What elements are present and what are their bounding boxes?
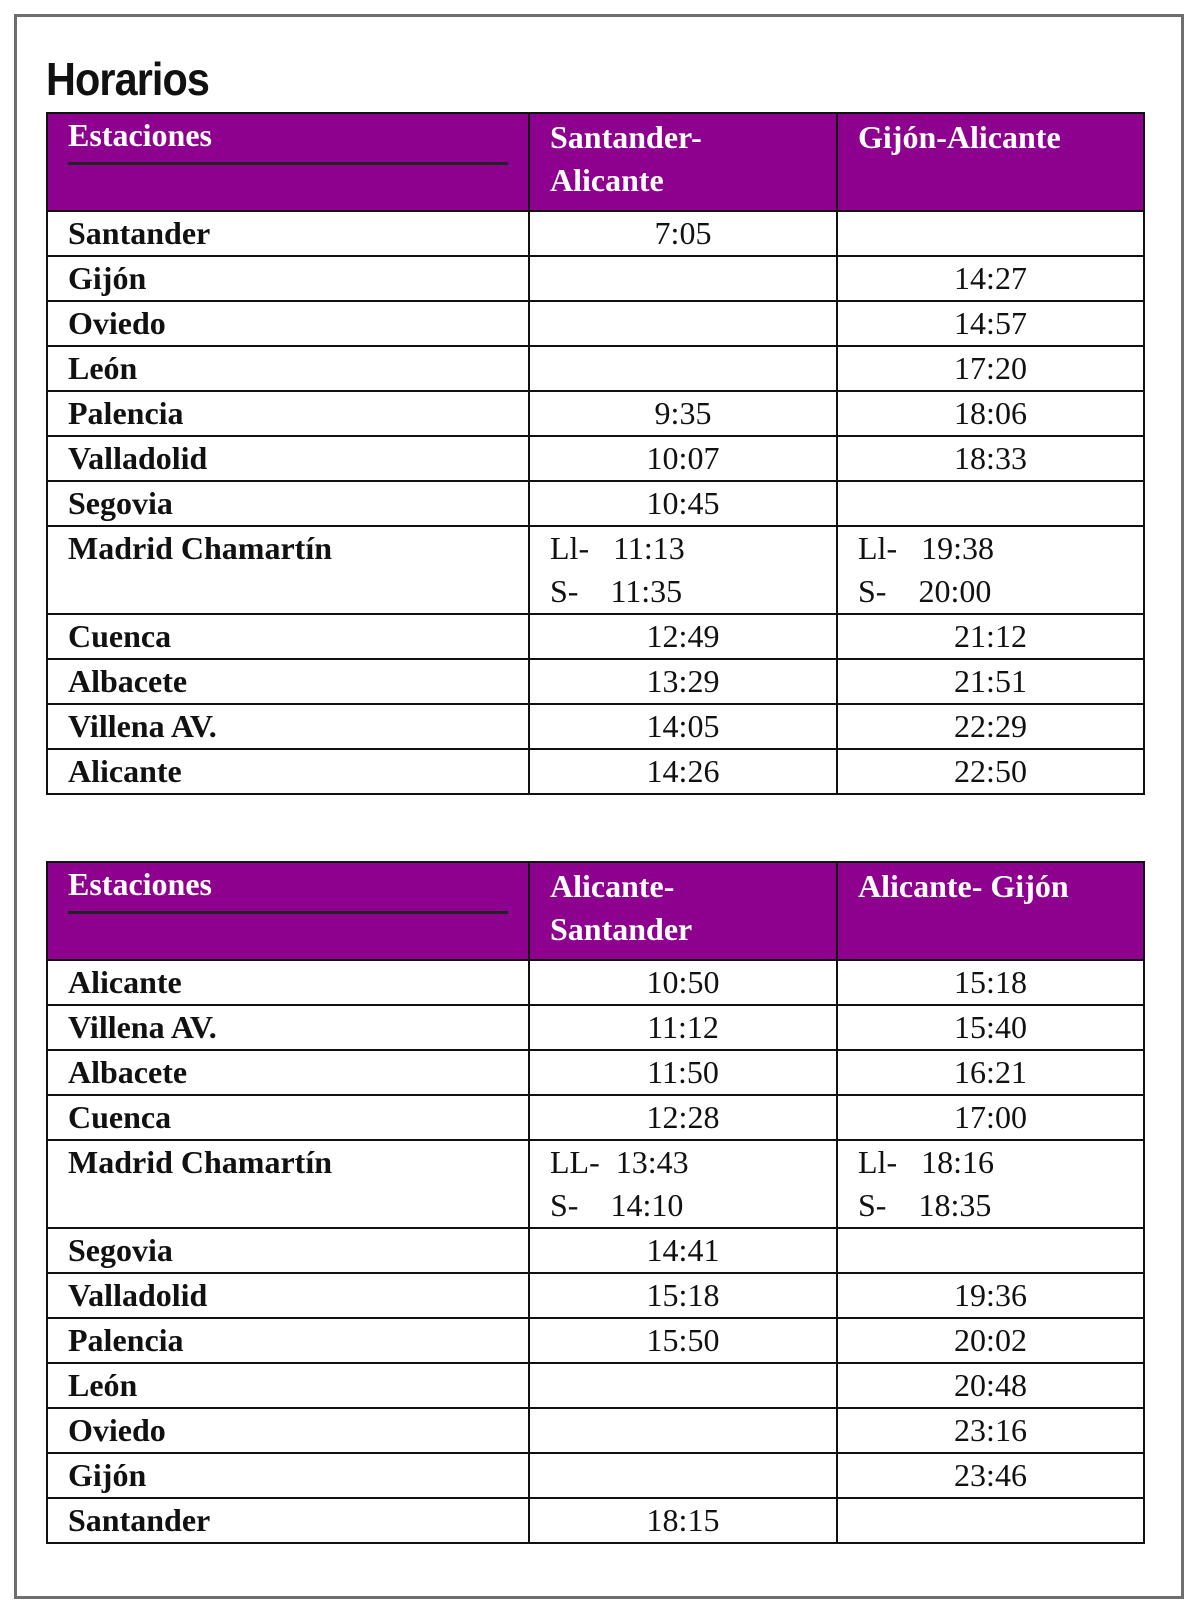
departure-time-cell: 18:15: [529, 1498, 837, 1543]
departure-time-cell: [529, 526, 837, 614]
departure-time-cell: 14:27: [837, 256, 1144, 301]
table-row: [47, 526, 1144, 614]
departure-time-cell: [529, 256, 837, 301]
departure-time-cell: 14:41: [529, 1228, 837, 1273]
departure-time-cell: 19:36: [837, 1273, 1144, 1318]
departure-time-cell: 20:48: [837, 1363, 1144, 1408]
station-name-cell: Villena AV.: [47, 704, 529, 749]
departure-time-cell: 9:35: [529, 391, 837, 436]
route-column-header: Alicante- Gijón: [837, 862, 1144, 960]
departure-time-cell: 12:49: [529, 614, 837, 659]
split-times: Ll- 18:16 S- 18:35: [858, 1144, 994, 1223]
table-row: [47, 659, 1144, 704]
departure-time-cell: [837, 211, 1144, 256]
split-times: Ll- 19:38 S- 20:00: [858, 530, 994, 609]
station-name-cell: Valladolid: [47, 436, 529, 481]
table-row: [47, 1140, 1144, 1228]
table-row: [47, 211, 1144, 256]
departure-time-cell: 7:05: [529, 211, 837, 256]
table-header-row: [47, 862, 1144, 960]
departure-time-cell: 10:07: [529, 436, 837, 481]
header-divider-line: [68, 911, 508, 914]
table-row: [47, 1005, 1144, 1050]
departure-time-cell: 14:57: [837, 301, 1144, 346]
station-name-cell: Oviedo: [47, 1408, 529, 1453]
stations-column-header: Estaciones: [47, 862, 529, 960]
departure-time-cell: 18:33: [837, 436, 1144, 481]
departure-time-cell: [837, 1140, 1144, 1228]
departure-time-cell: 17:20: [837, 346, 1144, 391]
table-row: [47, 391, 1144, 436]
route-column-header: Alicante- Santander: [529, 862, 837, 960]
table-row: [47, 1318, 1144, 1363]
departure-time-cell: 10:45: [529, 481, 837, 526]
departure-time-cell: [529, 1363, 837, 1408]
departure-time-cell: 22:29: [837, 704, 1144, 749]
table-row: [47, 749, 1144, 794]
station-name-cell: León: [47, 346, 529, 391]
station-name-cell: Alicante: [47, 960, 529, 1005]
table-row: [47, 301, 1144, 346]
station-name-cell: Palencia: [47, 391, 529, 436]
departure-time-cell: 23:46: [837, 1453, 1144, 1498]
table-row: [47, 614, 1144, 659]
table-row: [47, 1273, 1144, 1318]
schedule-body: [47, 211, 1144, 794]
station-name-cell: Villena AV.: [47, 1005, 529, 1050]
departure-time-cell: [529, 1453, 837, 1498]
schedule-table-return: [46, 861, 1145, 1544]
departure-time-cell: 14:26: [529, 749, 837, 794]
departure-time-cell: 10:50: [529, 960, 837, 1005]
station-name-cell: Madrid Chamartín: [47, 526, 529, 614]
departure-time-cell: [837, 1228, 1144, 1273]
table-row: [47, 1498, 1144, 1543]
departure-time-cell: 11:12: [529, 1005, 837, 1050]
departure-time-cell: 15:18: [529, 1273, 837, 1318]
table-row: [47, 481, 1144, 526]
departure-time-cell: 20:02: [837, 1318, 1144, 1363]
departure-time-cell: [529, 1140, 837, 1228]
departure-time-cell: 13:29: [529, 659, 837, 704]
departure-time-cell: [529, 346, 837, 391]
departure-time-cell: 21:51: [837, 659, 1144, 704]
station-name-cell: Santander: [47, 1498, 529, 1543]
station-name-cell: Gijón: [47, 1453, 529, 1498]
station-name-cell: Palencia: [47, 1318, 529, 1363]
departure-time-cell: 23:16: [837, 1408, 1144, 1453]
table-row: [47, 1453, 1144, 1498]
table-row: [47, 1363, 1144, 1408]
departure-time-cell: [837, 481, 1144, 526]
station-name-cell: Segovia: [47, 481, 529, 526]
route-column-header: Gijón-Alicante: [837, 113, 1144, 211]
departure-time-cell: 15:40: [837, 1005, 1144, 1050]
route-column-header: Santander- Alicante: [529, 113, 837, 211]
departure-time-cell: 14:05: [529, 704, 837, 749]
departure-time-cell: [837, 1498, 1144, 1543]
table-row: [47, 346, 1144, 391]
table-row: [47, 436, 1144, 481]
station-name-cell: Segovia: [47, 1228, 529, 1273]
station-name-cell: Alicante: [47, 749, 529, 794]
table-row: [47, 960, 1144, 1005]
departure-time-cell: 15:50: [529, 1318, 837, 1363]
table-row: [47, 1228, 1144, 1273]
departure-time-cell: [837, 526, 1144, 614]
departure-time-cell: 22:50: [837, 749, 1144, 794]
station-name-cell: Oviedo: [47, 301, 529, 346]
station-name-cell: Madrid Chamartín: [47, 1140, 529, 1228]
station-name-cell: Albacete: [47, 1050, 529, 1095]
station-name-cell: Cuenca: [47, 614, 529, 659]
table-header-row: [47, 113, 1144, 211]
departure-time-cell: [529, 301, 837, 346]
stations-column-header: Estaciones: [47, 113, 529, 211]
departure-time-cell: 17:00: [837, 1095, 1144, 1140]
header-divider-line: [68, 162, 508, 165]
station-name-cell: Cuenca: [47, 1095, 529, 1140]
table-row: [47, 1408, 1144, 1453]
split-times: Ll- 11:13 S- 11:35: [550, 530, 685, 609]
station-name-cell: Albacete: [47, 659, 529, 704]
page-title: Horarios: [46, 53, 210, 105]
schedule-table-outbound: [46, 112, 1145, 795]
station-name-cell: León: [47, 1363, 529, 1408]
table-row: [47, 1095, 1144, 1140]
table-row: [47, 1050, 1144, 1095]
station-name-cell: Gijón: [47, 256, 529, 301]
table-row: [47, 256, 1144, 301]
split-times: LL- 13:43 S- 14:10: [550, 1144, 689, 1223]
departure-time-cell: 18:06: [837, 391, 1144, 436]
schedule-body: [47, 960, 1144, 1543]
departure-time-cell: [529, 1408, 837, 1453]
departure-time-cell: 11:50: [529, 1050, 837, 1095]
departure-time-cell: 21:12: [837, 614, 1144, 659]
departure-time-cell: 12:28: [529, 1095, 837, 1140]
station-name-cell: Santander: [47, 211, 529, 256]
departure-time-cell: 16:21: [837, 1050, 1144, 1095]
station-name-cell: Valladolid: [47, 1273, 529, 1318]
table-row: [47, 704, 1144, 749]
departure-time-cell: 15:18: [837, 960, 1144, 1005]
